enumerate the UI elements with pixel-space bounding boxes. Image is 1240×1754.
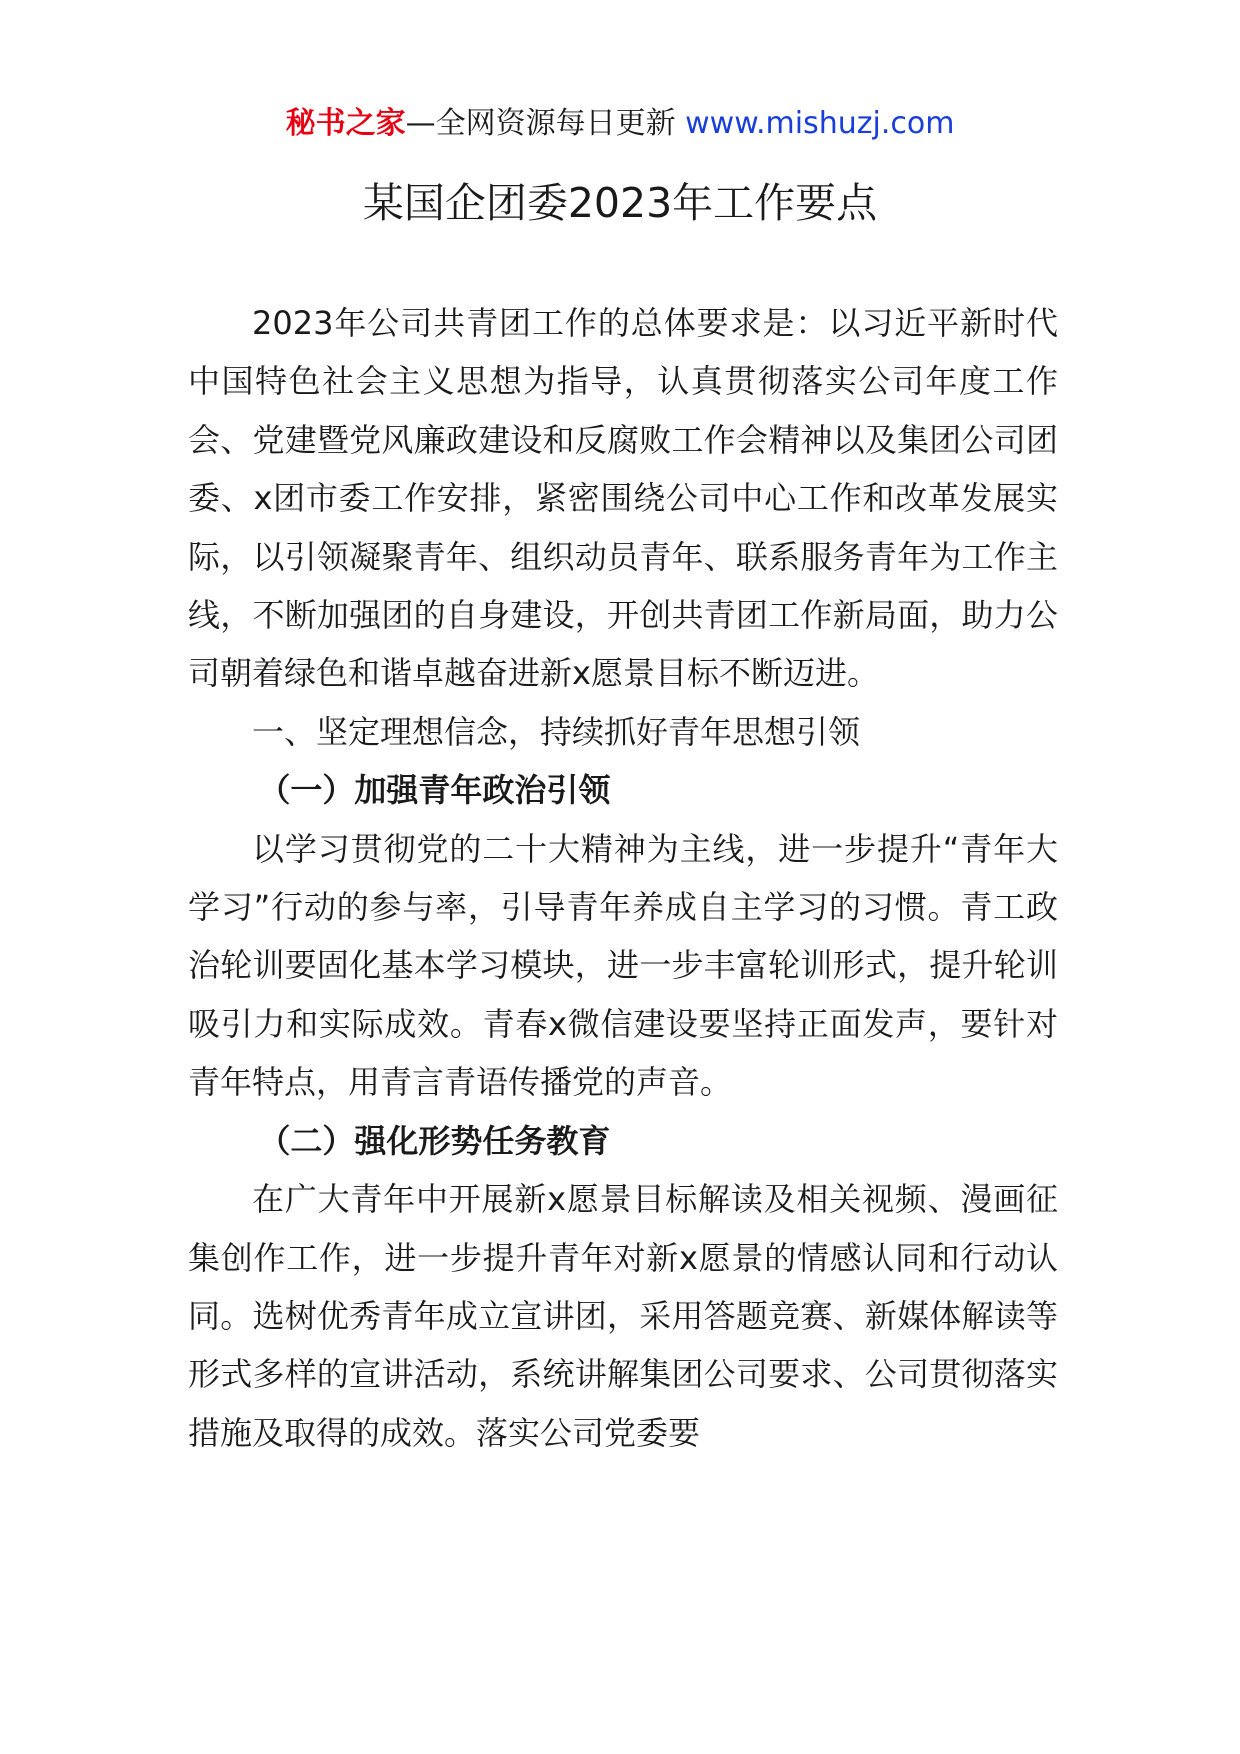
section-heading-1: 一、坚定理想信念，持续抓好青年思想引领 (252, 712, 861, 751)
document-title: 某国企团委2023年工作要点 (362, 179, 878, 227)
subsection-heading-2: （二）强化形势任务教育 (258, 1121, 611, 1160)
site-url-link[interactable]: www.mishuzj.com (685, 106, 955, 141)
subsection-paragraph-2: 在广大青年中开展新x愿景目标解读及相关视频、漫画征集创作工作，进一步提升青年对新x愿景的情感认同和行动认同。选树优秀青年成立宣讲团，采用答题竞赛、新媒体解读等形式多样的宣讲活动，系统讲解集团公司要求、公司贯彻落实措施及取得的成效。落实公司党委要 (188, 1180, 1058, 1452)
subsection-paragraph-1: 以学习贯彻党的二十大精神为主线，进一步提升“青年大学习”行动的参与率，引导青年养成自主学习的习惯。青工政治轮训要固化基本学习模块，进一步丰富轮训形式，提升轮训吸引力和实际成效。青春x微信建设要坚持正面发声，要针对青年特点，用青言青语传播党的声音。 (188, 829, 1058, 1102)
intro-paragraph: 2023年公司共青团工作的总体要求是：以习近平新时代中国特色社会主义思想为指导，认真贯彻落实公司年度工作会、党建暨党风廉政建设和反腐败工作会精神以及集团公司团委、x团市委工作安排，紧密围绕公司中心工作和改革发展实际，以引领凝聚青年、组织动员青年、联系服务青年为工作主线，不断加强团的自身建设，开创共青团工作新局面，助力公司朝着绿色和谐卓越奋进新x愿景目标不断迈进。 (188, 304, 1058, 693)
site-watermark-header (0, 96, 1240, 152)
document-body (188, 294, 1058, 1462)
subsection-heading-1: （一）加强青年政治引领 (258, 771, 611, 810)
site-slogan: —全网资源每日更新 (405, 106, 676, 141)
site-brand-name: 秘书之家 (285, 106, 406, 141)
